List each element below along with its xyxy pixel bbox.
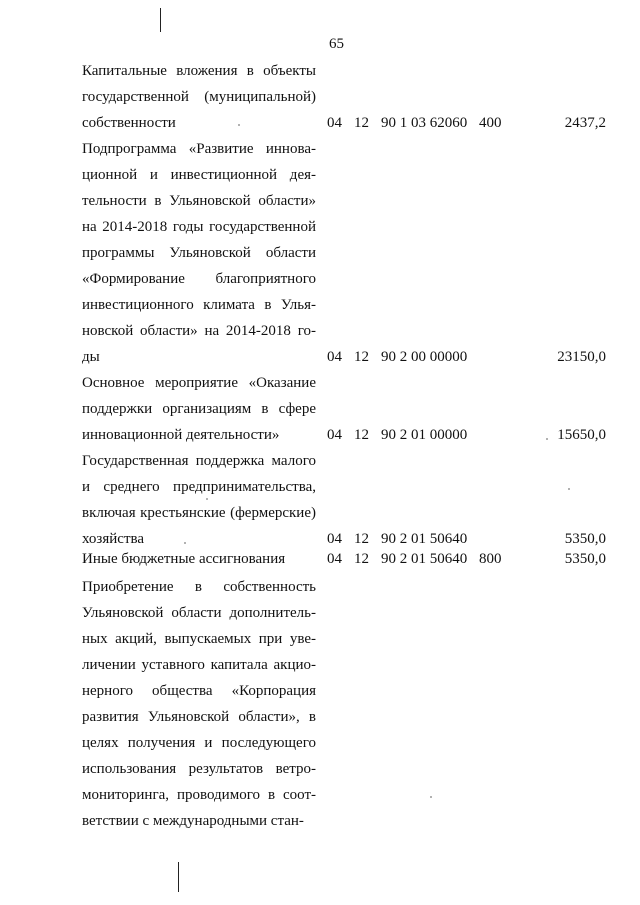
row-codes [0, 110, 640, 136]
description-line: Основное мероприятие «Оказание [82, 375, 316, 391]
section-code: 04 [327, 531, 342, 547]
target-article-code: 90 2 00 00000 [381, 349, 468, 365]
section-code: 04 [327, 115, 342, 131]
page-number: 65 [329, 36, 344, 52]
description-line: Государственная поддержка малого [82, 453, 316, 469]
subsection-code: 12 [354, 427, 369, 443]
description-line: на 2014-2018 годы государственной [82, 219, 316, 235]
description-line: развития Ульяновской области», в [82, 709, 316, 725]
subsection-code: 12 [354, 115, 369, 131]
row-description [82, 136, 316, 370]
expense-type-code: 400 [479, 115, 502, 131]
description-line: Приобретение в собственность [82, 579, 316, 595]
description-line: мониторинга, проводимого в соот- [82, 787, 316, 803]
description-line: тельности в Ульяновской области» [82, 193, 316, 209]
description-line: инновационной деятельности» [82, 427, 280, 443]
row-codes [0, 546, 640, 572]
description-line: нерного общества «Корпорация [82, 683, 316, 699]
description-line: Капитальные вложения в объекты [82, 63, 316, 79]
description-line: хозяйства [82, 531, 145, 547]
subsection-code: 12 [354, 349, 369, 365]
row-codes [0, 422, 640, 448]
amount-value: 5350,0 [564, 531, 606, 547]
description-line: ных акций, выпускаемых при уве- [82, 631, 316, 647]
description-line: «Формирование благоприятного [82, 271, 316, 287]
scan-speck [430, 796, 432, 798]
description-line: Ульяновской области дополнитель- [82, 605, 316, 621]
subsection-code: 12 [354, 551, 369, 567]
description-line: государственной (муниципальной) [82, 89, 316, 105]
amount-value: 15650,0 [557, 427, 606, 443]
description-line: поддержки организациям в сфере [82, 401, 316, 417]
scan-mark-top [160, 8, 161, 32]
amount-value: 23150,0 [557, 349, 606, 365]
row-description [82, 574, 316, 834]
description-line: включая крестьянские (фермерские) [82, 505, 316, 521]
row-codes [0, 344, 640, 370]
description-line: и среднего предпринимательства, [82, 479, 316, 495]
description-line: Подпрограмма «Развитие иннова- [82, 141, 316, 157]
subsection-code: 12 [354, 531, 369, 547]
section-code: 04 [327, 551, 342, 567]
description-line: собственности [82, 115, 176, 131]
amount-value: 5350,0 [564, 551, 606, 567]
description-line: личении уставного капитала акцио- [82, 657, 316, 673]
target-article-code: 90 2 01 50640 [381, 551, 468, 567]
description-line: Иные бюджетные ассигнования [82, 551, 286, 567]
description-line: инвестиционного климата в Улья- [82, 297, 316, 313]
scan-mark-bottom [178, 862, 179, 892]
row-codes [0, 808, 640, 834]
description-line: ветствии с международными стан- [82, 813, 304, 829]
target-article-code: 90 2 01 50640 [381, 531, 468, 547]
description-line: программы Ульяновской области [82, 245, 316, 261]
section-code: 04 [327, 427, 342, 443]
section-code: 04 [327, 349, 342, 365]
description-line: целях получения и последующего [82, 735, 316, 751]
description-line: ды [82, 349, 100, 365]
amount-value: 2437,2 [564, 115, 606, 131]
description-line: новской области» на 2014-2018 го- [82, 323, 316, 339]
target-article-code: 90 1 03 62060 [381, 115, 468, 131]
expense-type-code: 800 [479, 551, 502, 567]
description-line: использования результатов ветро- [82, 761, 316, 777]
description-line: ционной и инвестиционной дея- [82, 167, 316, 183]
scan-speck [568, 488, 570, 490]
target-article-code: 90 2 01 00000 [381, 427, 468, 443]
